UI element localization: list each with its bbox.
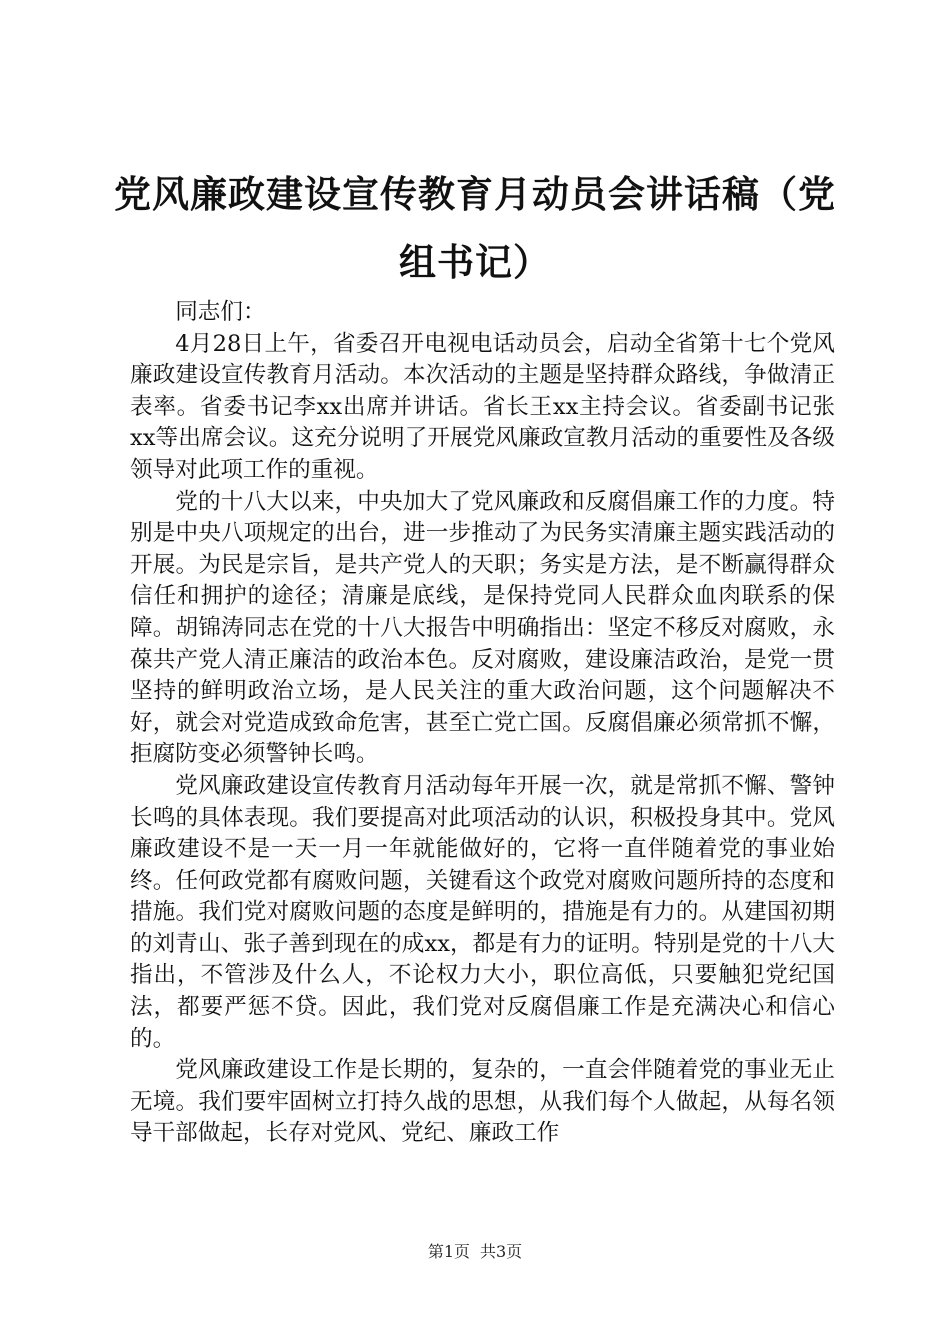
paragraph: 4月28日上午，省委召开电视电话动员会，启动全省第十七个党风廉政建设宣传教育月活动。本次活动的主题是坚持群众路线，争做清正表率。省委书记李xx出席并讲话。省长王xx主持会议。省委副书记张xx等出席会议。这充分说明了开展党风廉政宣教月活动的重要性及各级领导对此项工作的重视。	[130, 330, 835, 483]
paragraph: 党风廉政建设工作是长期的，复杂的，一直会伴随着党的事业无止无境。我们要牢固树立打持久战的思想，从我们每个人做起，从每名领导干部做起，长存对党风、党纪、廉政工作	[130, 1057, 835, 1147]
document-body	[130, 297, 835, 1150]
salutation: 同志们：	[175, 299, 266, 325]
page-total: 共3页	[480, 1242, 523, 1261]
page-footer	[0, 1242, 950, 1262]
paragraph: 党的十八大以来，中央加大了党风廉政和反腐倡廉工作的力度。特别是中央八项规定的出台，进一步推动了为民务实清廉主题实践活动的开展。为民是宗旨，是共产党人的天职；务实是方法，是不断赢得群众信任和拥护的途径；清廉是底线，是保持党同人民群众血肉联系的保障。胡锦涛同志在党的十八大报告中明确指出：坚定不移反对腐败，永葆共产党人清正廉洁的政治本色。反对腐败，建设廉洁政治，是党一贯坚持的鲜明政治立场，是人民关注的重大政治问题，这个问题解决不好，就会对党造成致命危害，甚至亡党亡国。反腐倡廉必须常抓不懈，拒腐防变必须警钟长鸣。	[130, 488, 835, 768]
document-title: 党风廉政建设宣传教育月动员会讲话稿（党组书记）	[114, 172, 836, 284]
paragraph: 党风廉政建设宣传教育月活动每年开展一次，就是常抓不懈、警钟长鸣的具体表现。我们要提高对此项活动的认识，积极投身其中。党风廉政建设不是一天一月一年就能做好的，它将一直伴随着党的事业始终。任何政党都有腐败问题，关键看这个政党对腐败问题所持的态度和措施。我们党对腐败问题的态度是鲜明的，措施是有力的。从建国初期的刘青山、张子善到现在的成xx，都是有力的证明。特别是党的十八大指出，不管涉及什么人，不论权力大小，职位高低，只要触犯党纪国法，都要严惩不贷。因此，我们党对反腐倡廉工作是充满决心和信心的。	[130, 772, 835, 1052]
page-number: 第1页	[427, 1242, 470, 1261]
